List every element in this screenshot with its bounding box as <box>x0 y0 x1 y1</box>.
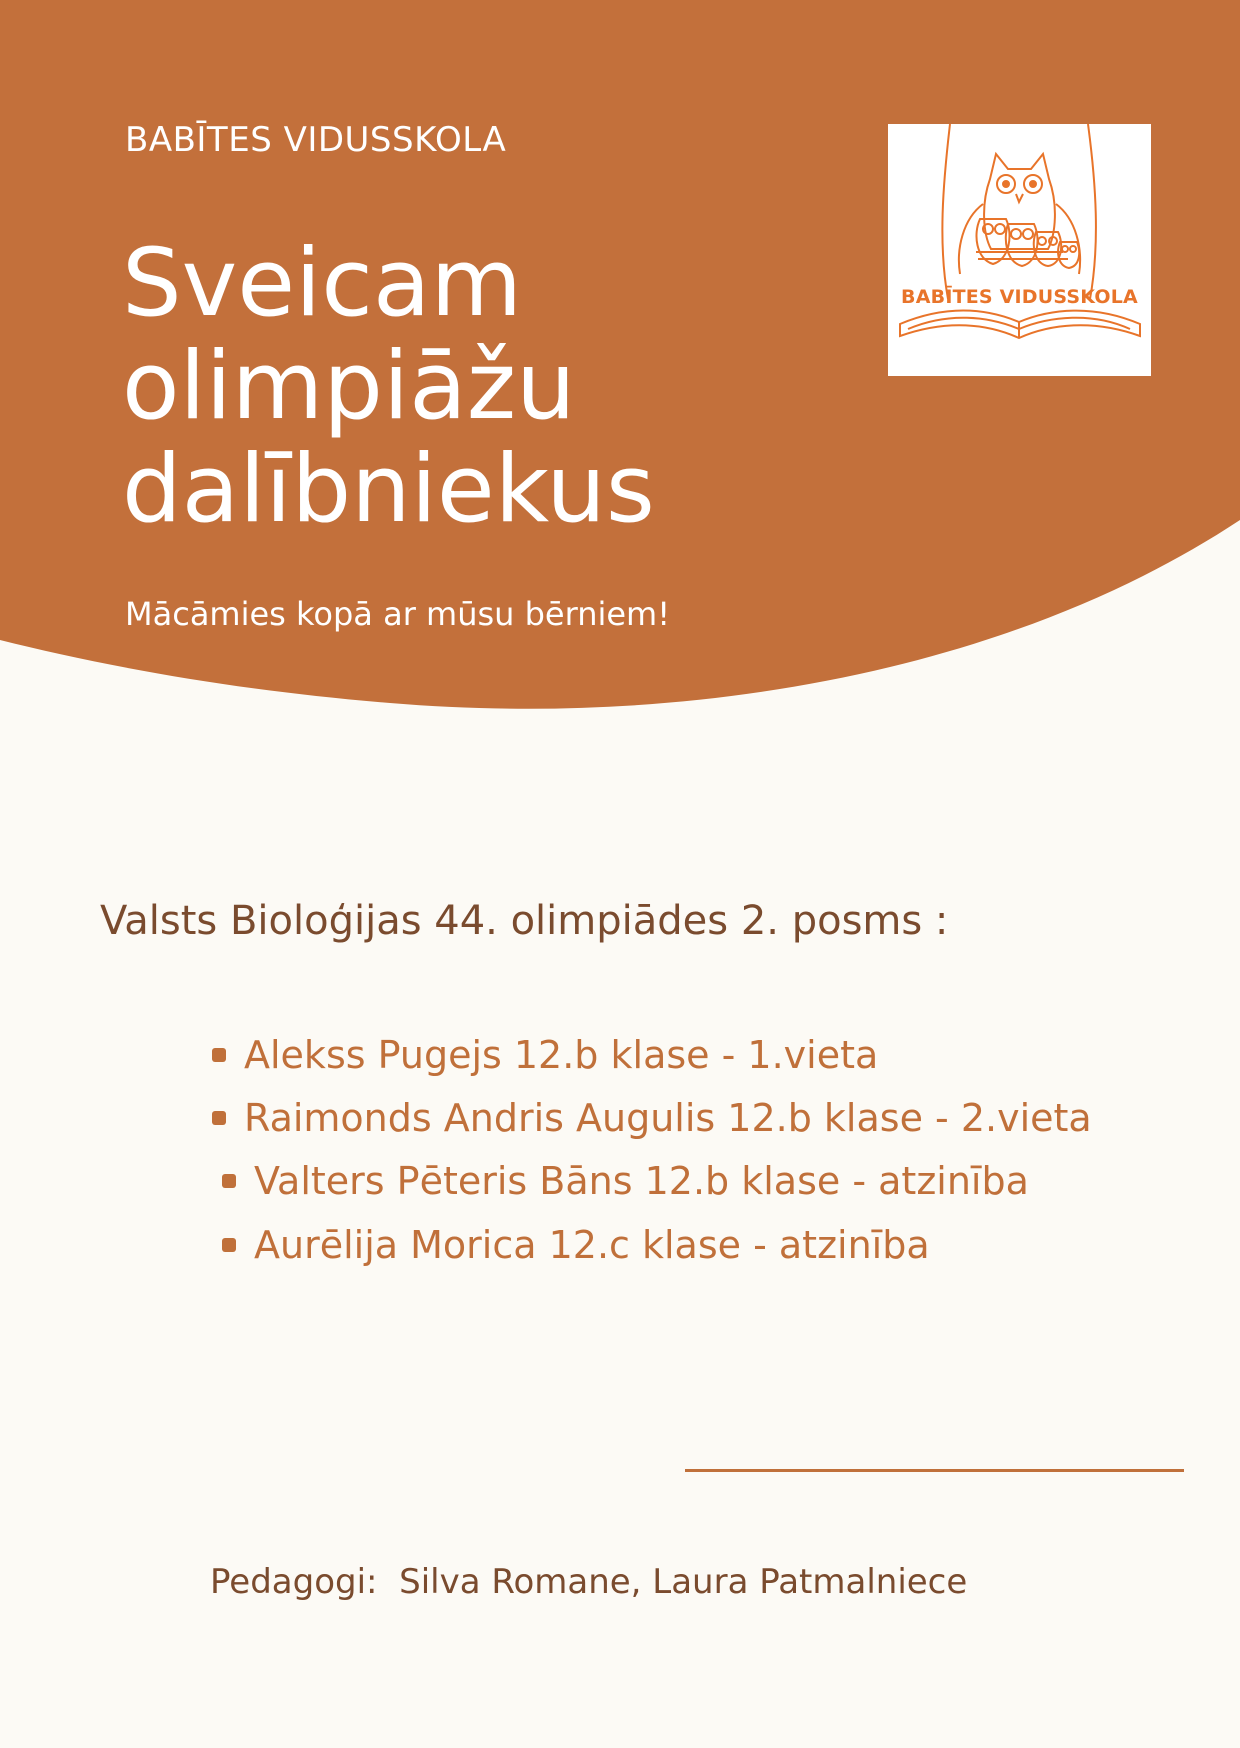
winner-text: Valters Pēteris Bāns 12.b klase - atzinība <box>254 1159 1029 1203</box>
winner-text: Alekss Pugejs 12.b klase - 1.vieta <box>244 1033 879 1077</box>
owls-reading-book-icon <box>888 124 1151 376</box>
page-title <box>122 229 655 544</box>
list-item <box>222 1156 1029 1206</box>
bullet-icon <box>212 1048 226 1062</box>
tagline: Mācāmies kopā ar mūsu bērniem! <box>125 595 671 633</box>
divider-line <box>685 1469 1184 1472</box>
teachers-line: Pedagogi: Silva Romane, Laura Patmalniece <box>210 1562 968 1602</box>
list-item <box>212 1030 878 1080</box>
list-item <box>222 1220 930 1270</box>
bullet-icon <box>222 1174 236 1188</box>
list-item <box>212 1093 1092 1143</box>
school-name: BABĪTES VIDUSSKOLA <box>125 120 507 160</box>
bullet-icon <box>222 1238 236 1252</box>
logo-text: BABĪTES VIDUSSKOLA <box>901 286 1138 308</box>
title-line-3: dalībniekus <box>122 435 655 544</box>
title-line-1: Sveicam <box>122 229 523 338</box>
winner-text: Aurēlija Morica 12.c klase - atzinība <box>254 1223 930 1267</box>
title-line-2: olimpiāžu <box>122 332 576 441</box>
section-heading: Valsts Bioloģijas 44. olimpiādes 2. posms : <box>100 898 949 944</box>
winner-text: Raimonds Andris Augulis 12.b klase - 2.vieta <box>244 1096 1092 1140</box>
school-logo <box>888 124 1151 376</box>
bullet-icon <box>212 1111 226 1125</box>
